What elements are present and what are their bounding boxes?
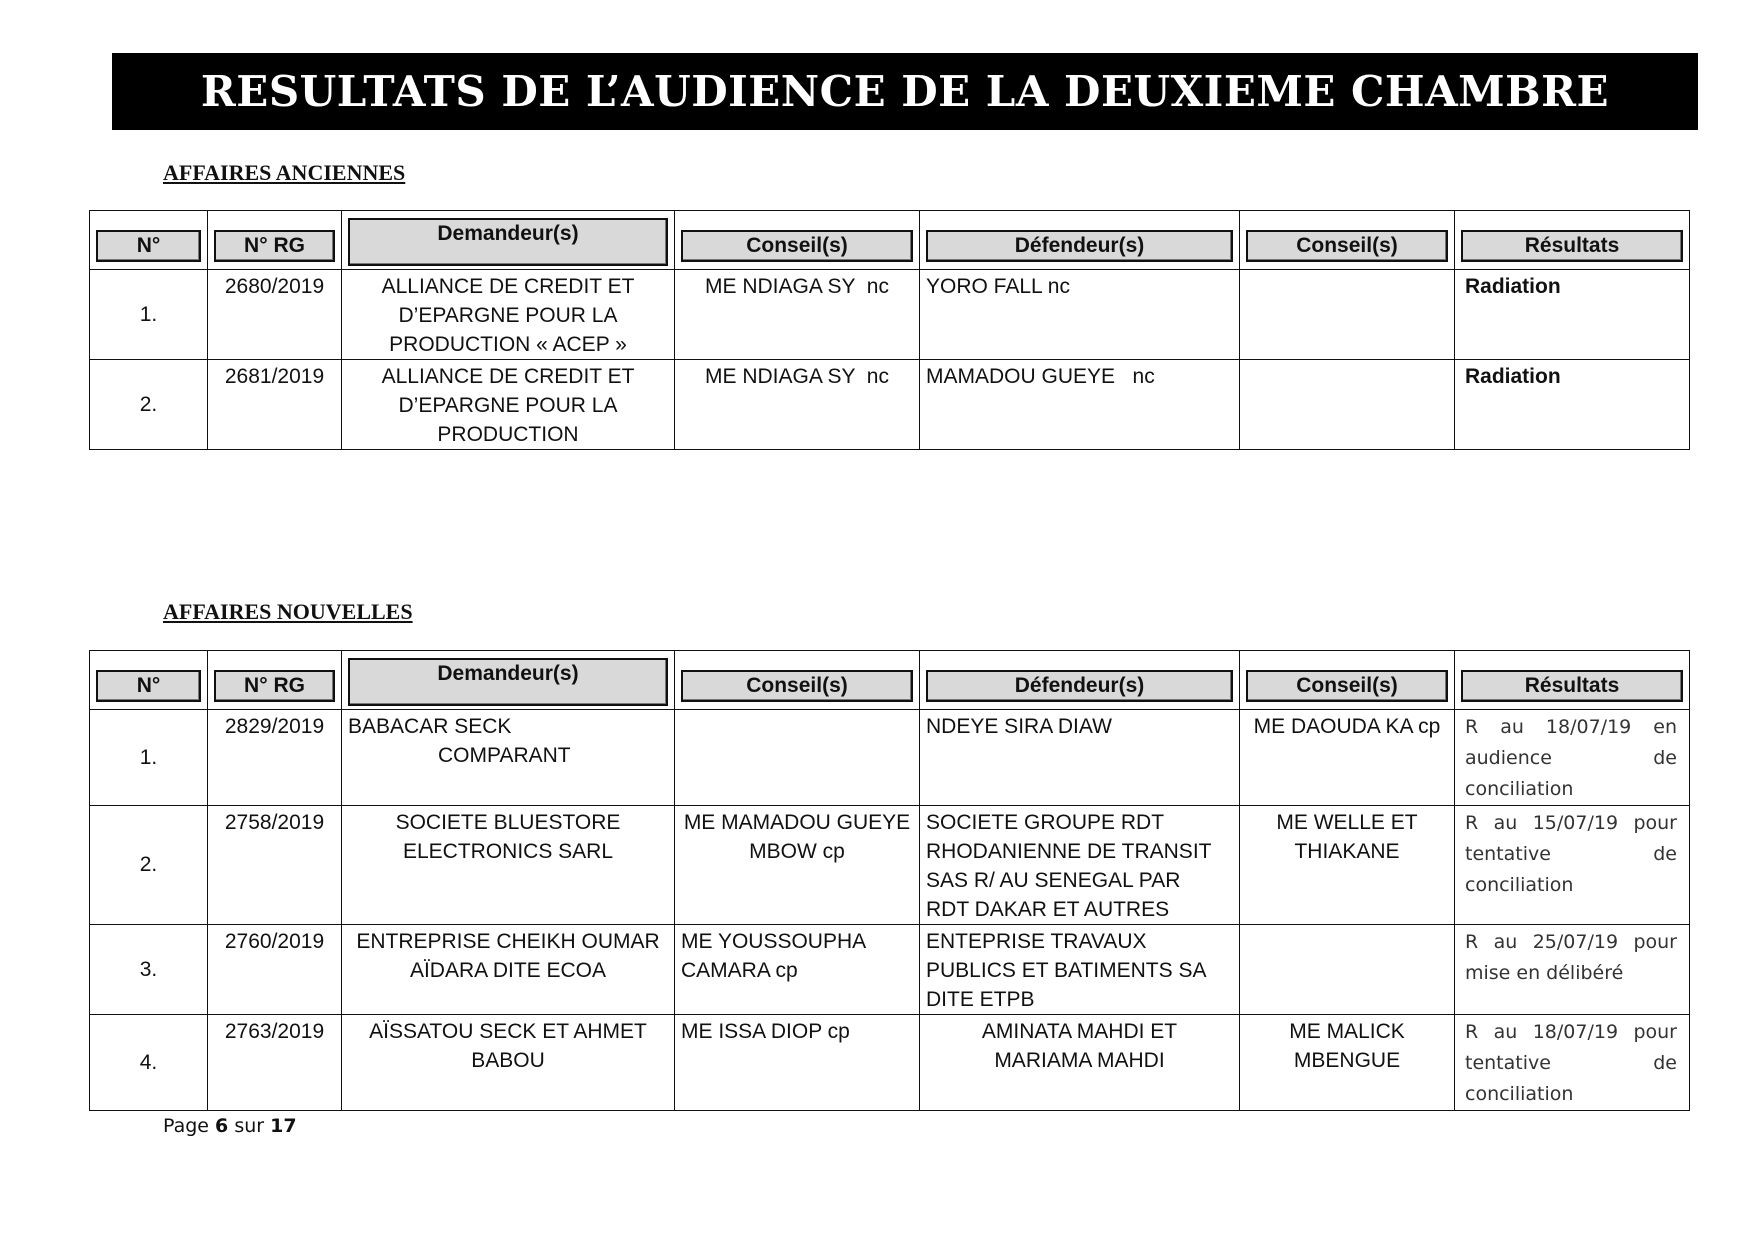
header-conseil: Conseil(s) (675, 651, 920, 710)
footer-page-number: 6 (215, 1115, 229, 1137)
page-footer (163, 1115, 297, 1137)
row-resultat: Radiation (1455, 360, 1690, 450)
table-row (90, 806, 1690, 925)
row-rg: 2680/2019 (208, 270, 342, 360)
row-conseil: ME NDIAGA SY nc (675, 360, 920, 450)
row-rg: 2681/2019 (208, 360, 342, 450)
row-number: 1. (90, 710, 208, 806)
row-defendeur: NDEYE SIRA DIAW (920, 710, 1240, 806)
header-conseil: Conseil(s) (1240, 651, 1455, 710)
row-conseil: ME NDIAGA SY nc (675, 270, 920, 360)
section-title-nouvelles: AFFAIRES NOUVELLES (163, 599, 413, 624)
table-nouvelles (89, 650, 1690, 1111)
table-header-row (90, 651, 1690, 710)
row-defendeur: YORO FALL nc (920, 270, 1240, 360)
footer-page-label: Page (163, 1115, 209, 1137)
row-resultat: R au 18/07/19 en audience de conciliation (1455, 710, 1690, 806)
header-rg: N° RG (208, 211, 342, 270)
row-demandeur: ALLIANCE DE CREDIT ET D’EPARGNE POUR LA PRODUCTION « ACEP » (342, 270, 675, 360)
header-num: N° (90, 211, 208, 270)
table-row (90, 270, 1690, 360)
row-conseil: ME MAMADOU GUEYE MBOW cp (675, 806, 920, 925)
row-resultat: R au 15/07/19 pour tentative de conciliation (1455, 806, 1690, 925)
footer-sur-label: sur (234, 1115, 265, 1137)
table-header-row (90, 211, 1690, 270)
header-resultats: Résultats (1455, 211, 1690, 270)
table-row (90, 925, 1690, 1015)
row-conseil (675, 710, 920, 806)
row-resultat: Radiation (1455, 270, 1690, 360)
header-defendeur: Défendeur(s) (920, 651, 1240, 710)
header-conseil: Conseil(s) (675, 211, 920, 270)
row-number: 3. (90, 925, 208, 1015)
row-number: 1. (90, 270, 208, 360)
row-rg: 2763/2019 (208, 1015, 342, 1111)
row-rg: 2758/2019 (208, 806, 342, 925)
row-defendeur: AMINATA MAHDI ET MARIAMA MAHDI (920, 1015, 1240, 1111)
row-conseil: ME ISSA DIOP cp (675, 1015, 920, 1111)
row-demandeur: BABACAR SECK COMPARANT (342, 710, 675, 806)
header-defendeur: Défendeur(s) (920, 211, 1240, 270)
row-conseil-defendeur (1240, 925, 1455, 1015)
section-title-anciennes: AFFAIRES ANCIENNES (163, 160, 406, 185)
table-row (90, 1015, 1690, 1111)
banner-title: RESULTATS DE L’AUDIENCE DE LA DEUXIEME CHAMBRE (200, 67, 1610, 116)
row-defendeur: ENTEPRISE TRAVAUX PUBLICS ET BATIMENTS SA DITE ETPB (920, 925, 1240, 1015)
header-rg: N° RG (208, 651, 342, 710)
row-defendeur: MAMADOU GUEYE nc (920, 360, 1240, 450)
row-defendeur: SOCIETE GROUPE RDT RHODANIENNE DE TRANSIT SAS R/ AU SENEGAL PAR RDT DAKAR ET AUTRES (920, 806, 1240, 925)
row-demandeur: SOCIETE BLUESTORE ELECTRONICS SARL (342, 806, 675, 925)
table-row (90, 710, 1690, 806)
table-anciennes (89, 210, 1690, 450)
header-demandeur: Demandeur(s) (342, 211, 675, 270)
row-resultat: R au 18/07/19 pour tentative de conciliation (1455, 1015, 1690, 1111)
page-banner (112, 53, 1698, 130)
row-demandeur: AÏSSATOU SECK ET AHMET BABOU (342, 1015, 675, 1111)
row-conseil-defendeur (1240, 270, 1455, 360)
row-rg: 2829/2019 (208, 710, 342, 806)
row-rg: 2760/2019 (208, 925, 342, 1015)
row-conseil-defendeur: ME DAOUDA KA cp (1240, 710, 1455, 806)
footer-page-total: 17 (270, 1115, 297, 1137)
header-num: N° (90, 651, 208, 710)
header-resultats: Résultats (1455, 651, 1690, 710)
row-conseil-defendeur: ME MALICK MBENGUE (1240, 1015, 1455, 1111)
row-number: 2. (90, 360, 208, 450)
table-row (90, 360, 1690, 450)
row-conseil: ME YOUSSOUPHA CAMARA cp (675, 925, 920, 1015)
row-demandeur: ENTREPRISE CHEIKH OUMAR AÏDARA DITE ECOA (342, 925, 675, 1015)
header-demandeur: Demandeur(s) (342, 651, 675, 710)
row-conseil-defendeur: ME WELLE ET THIAKANE (1240, 806, 1455, 925)
row-number: 2. (90, 806, 208, 925)
header-conseil: Conseil(s) (1240, 211, 1455, 270)
row-conseil-defendeur (1240, 360, 1455, 450)
row-number: 4. (90, 1015, 208, 1111)
row-resultat: R au 25/07/19 pour mise en délibéré (1455, 925, 1690, 1015)
row-demandeur: ALLIANCE DE CREDIT ET D’EPARGNE POUR LA PRODUCTION (342, 360, 675, 450)
